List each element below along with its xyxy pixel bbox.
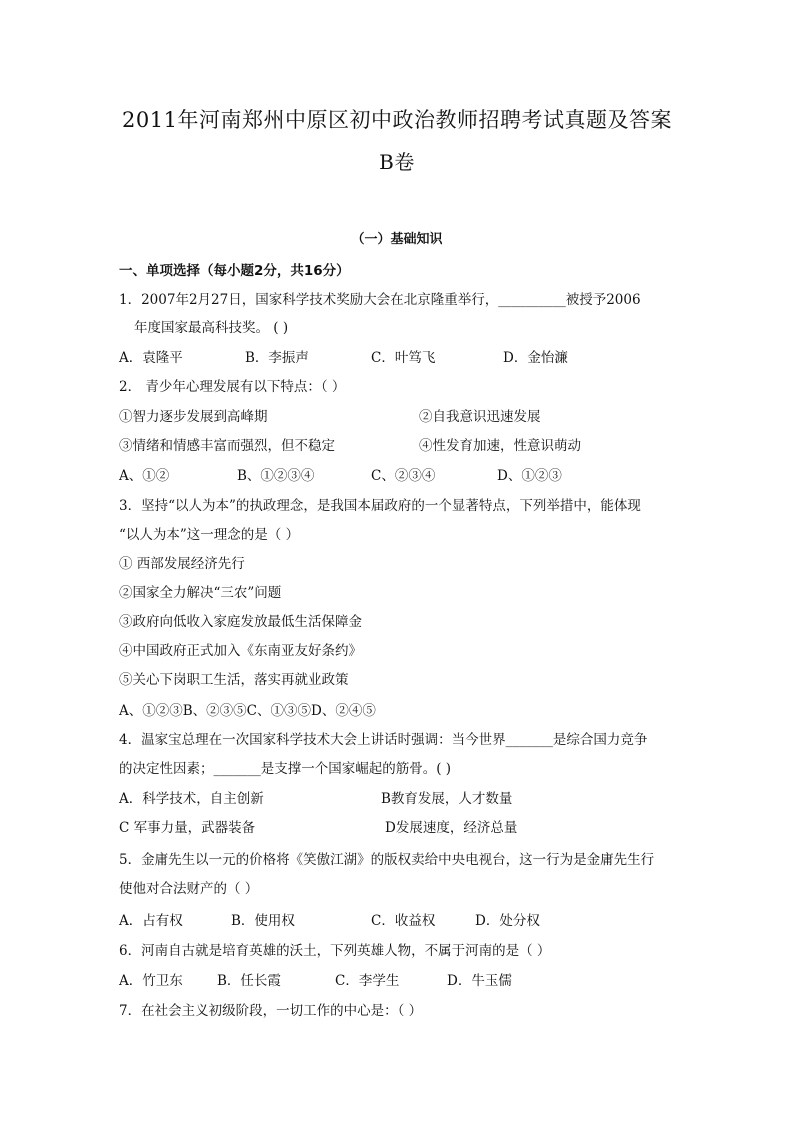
option: D发展速度，经济总量 [385,820,518,836]
question-3-options: A、①②③B、②③⑤C、①③⑤D、②④⑤ [119,703,376,719]
option: D．处分权 [475,913,540,929]
section-heading: （一）基础知识 [351,232,443,247]
option: A．竹卫东 [119,973,183,989]
option: A、①② [119,468,170,484]
option: A．科学技术，自主创新 [119,791,264,807]
list-item: ②自我意识迅速发展 [419,409,541,425]
option: C．李学生 [335,973,400,989]
option: A．袁隆平 [119,350,183,366]
list-item: ⑤关心下岗职工生活，落实再就业政策 [119,672,349,688]
option: D、①②③ [497,468,562,484]
list-item: ③情绪和情感丰富而强烈，但不稳定 [119,438,335,454]
question-5-stem-cont: 使他对合法财产的（ ） [119,881,259,897]
question-7-stem: 7．在社会主义初级阶段，一切工作的中心是：（ ） [119,1003,423,1019]
question-1-stem-cont: 年度国家最高科技奖。 ( ) [134,320,289,336]
option: C、②③④ [371,468,436,484]
list-item: ④性发育加速，性意识萌动 [419,438,581,454]
list-item: ①智力逐步发展到高峰期 [119,409,268,425]
option: B、①②③④ [237,468,315,484]
option: B．使用权 [231,913,295,929]
question-1-stem: 1．2007年2月27日，国家科学技术奖励大会在北京隆重举行，__________被授予2006 [119,292,641,308]
list-item: ③政府向低收入家庭发放最低生活保障金 [119,614,362,630]
question-4-stem-cont: 的决定性因素；_______是支撑一个国家崛起的筋骨。( ) [119,761,452,777]
option: B教育发展，人才数量 [381,791,513,807]
list-item: ① 西部发展经济先行 [119,556,245,572]
option: C．收益权 [371,913,436,929]
option: D．牛玉儒 [447,973,512,989]
question-5-stem: 5．金庸先生以一元的价格将《笑傲江湖》的版权卖给中央电视台，这一行为是金庸先生行 [119,852,655,868]
question-2-stem: 2． 青少年心理发展有以下特点：（ ） [119,379,346,395]
list-item: ②国家全力解决“三农”问题 [119,585,282,601]
question-6-stem: 6．河南自古就是培育英雄的沃土，下列英雄人物，不属于河南的是（ ） [119,943,551,959]
question-3-stem-cont: “以人为本”这一理念的是（ ） [119,527,300,543]
document-subtitle: B卷 [379,150,415,174]
option: B．任长霞 [217,973,281,989]
question-3-stem: 3．坚持“以人为本”的执政理念，是我国本届政府的一个显著特点，下列举措中，能体现 [119,498,641,514]
option: D．金怡濂 [503,350,568,366]
option: C 军事力量，武器装备 [119,820,256,836]
document-title: 2011年河南郑州中原区初中政治教师招聘考试真题及答案 [122,108,672,132]
option: B．李振声 [245,350,309,366]
part-heading: 一、单项选择（每小题2分，共16分） [119,263,350,279]
option: C．叶笃飞 [371,350,436,366]
list-item: ④中国政府正式加入《东南亚友好条约》 [119,643,362,659]
question-4-stem: 4．温家宝总理在一次国家科学技术大会上讲话时强调：当今世界_______是综合国力竞争 [119,732,648,748]
option: A．占有权 [119,913,183,929]
